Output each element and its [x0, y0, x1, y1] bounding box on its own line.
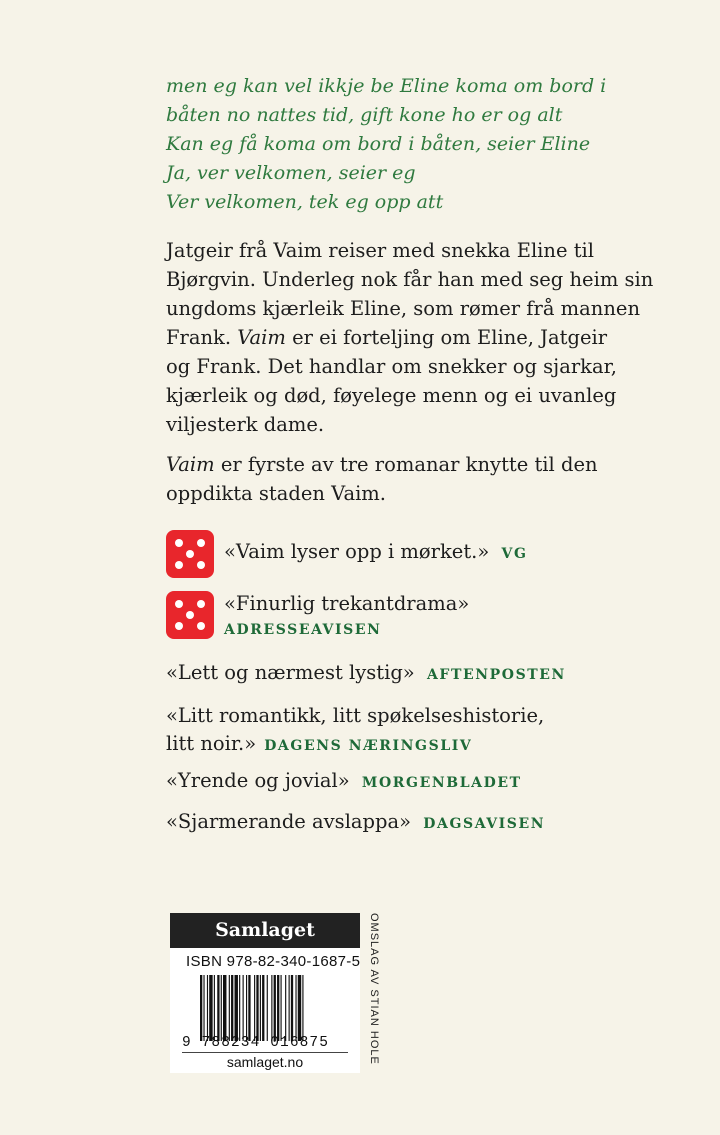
blurb-line: og Frank. Det handlar om snekker og sjarkar, [166, 355, 617, 378]
publisher-logo: Samlaget [170, 913, 360, 948]
dice-pip [197, 561, 205, 569]
publisher-website: samlaget.no [226, 1054, 304, 1070]
dice-pip [175, 561, 183, 569]
quote-text: «Yrende og jovial» [166, 769, 350, 792]
barcode-bar [217, 975, 219, 1041]
barcode-bar [209, 975, 212, 1041]
review-dice-vg [166, 530, 528, 578]
review-dagens-naeringsliv [166, 702, 544, 760]
dice-pip [197, 622, 205, 630]
poem-line: men eg kan vel ikkje be Eline koma om bord i [166, 75, 607, 97]
dice-pip [175, 539, 183, 547]
isbn-label: ISBN 978-82-340-1687-5 [186, 953, 361, 970]
review-quote [224, 530, 528, 567]
isbn-barcode-box [170, 913, 360, 1073]
barcode-bar [223, 975, 226, 1041]
poem-line: Ver velkomen, tek eg opp att [166, 191, 444, 213]
blurb-line: oppdikta staden Vaim. [166, 482, 386, 505]
barcode-bar [200, 975, 202, 1041]
review-source: DAGSAVISEN [423, 816, 546, 832]
divider [182, 1052, 348, 1053]
review-dice-adresseavisen [166, 591, 469, 643]
barcode-bar [262, 975, 264, 1041]
barcode-bar [203, 975, 204, 1041]
review-aftenposten [166, 659, 566, 689]
barcode-bar [256, 975, 258, 1041]
barcode-digits: 9 788234 016875 [182, 1035, 330, 1051]
barcode-bar [271, 975, 272, 1041]
quote-line [166, 730, 544, 760]
quote-text: «Sjarmerande avslappa» [166, 810, 412, 833]
barcode-bar [235, 975, 238, 1041]
blurb-text: Frank. [166, 326, 238, 349]
cover-credit [366, 913, 380, 1065]
barcode-bar [289, 975, 290, 1041]
dice-pip [175, 600, 183, 608]
barcode-bar [295, 975, 296, 1041]
barcode-bar [243, 975, 244, 1041]
poem-line: Kan eg få koma om bord i båten, seier Eline [166, 133, 591, 155]
dice-pip [186, 611, 194, 619]
book-title-italic: Vaim [166, 453, 215, 476]
barcode-bar [298, 975, 301, 1041]
barcode-bar [239, 975, 240, 1041]
dice-pip [175, 622, 183, 630]
blurb-text: er ei forteljing om Eline, Jatgeir [285, 326, 608, 349]
dice-pip [197, 539, 205, 547]
blurb-line [166, 450, 636, 479]
dice-five-icon [166, 591, 214, 639]
barcode-bar [285, 975, 286, 1041]
quote-text: «Lett og nærmest lystig» [166, 661, 415, 684]
quote-text: «Litt romantikk, litt spøkelseshistorie, [166, 704, 545, 727]
blurb-line: ungdoms kjærleik Eline, som rømer frå mannen [166, 297, 641, 320]
book-blurb [166, 236, 654, 519]
review-source: MORGENBLADET [361, 775, 522, 791]
poem-line: Ja, ver velkomen, seier eg [166, 162, 416, 184]
blurb-line [166, 323, 636, 352]
barcode-icon [200, 975, 340, 1041]
barcode-bar [221, 975, 222, 1041]
quote-text: «Vaim lyser opp i mørket.» [224, 540, 490, 563]
blurb-line: kjærleik og død, føyelege menn og ei uvanleg [166, 384, 617, 407]
barcode-bar [246, 975, 247, 1041]
quote-text: «Finurlig trekantdrama» [224, 592, 470, 615]
book-title-italic: Vaim [237, 326, 286, 349]
barcode-bar [254, 975, 255, 1041]
barcode-bar [229, 975, 230, 1041]
review-source: DAGENS NÆRINGSLIV [264, 738, 473, 754]
blurb-text: er fyrste av tre romanar knytte til den [214, 453, 598, 476]
blurb-line: Bjørgvin. Underleg nok får han med seg heim sin [166, 268, 654, 291]
blurb-line: Jatgeir frå Vaim reiser med snekka Eline til [166, 239, 595, 262]
barcode-bar [231, 975, 233, 1041]
blurb-paragraph-2 [166, 450, 636, 508]
review-source: AFTENPOSTEN [426, 667, 566, 683]
review-quote [224, 591, 469, 643]
cover-credit-text: OMSLAG AV STIAN HOLE [368, 913, 380, 1065]
barcode-bar [274, 975, 276, 1041]
barcode-bar [291, 975, 293, 1041]
barcode-bar [207, 975, 208, 1041]
review-source: ADRESSEAVISEN [224, 622, 382, 638]
poem-line: båten no nattes tid, gift kone ho er og alt [166, 104, 563, 126]
review-source: VG [501, 546, 528, 562]
dice-pip [186, 550, 194, 558]
blurb-line: viljesterk dame. [166, 413, 325, 436]
review-morgenbladet [166, 767, 522, 797]
barcode-bar [281, 975, 282, 1041]
poem-excerpt [166, 72, 607, 217]
review-dagsavisen [166, 808, 545, 838]
quote-text: litt noir.» [166, 732, 257, 755]
barcode-bar [277, 975, 279, 1041]
dice-pip [197, 600, 205, 608]
barcode-bar [302, 975, 303, 1041]
barcode-bar [214, 975, 215, 1041]
dice-five-icon [166, 530, 214, 578]
barcode-bar [248, 975, 250, 1041]
barcode-bar [267, 975, 268, 1041]
barcode-bar [260, 975, 261, 1041]
blurb-paragraph-1 [166, 236, 654, 439]
